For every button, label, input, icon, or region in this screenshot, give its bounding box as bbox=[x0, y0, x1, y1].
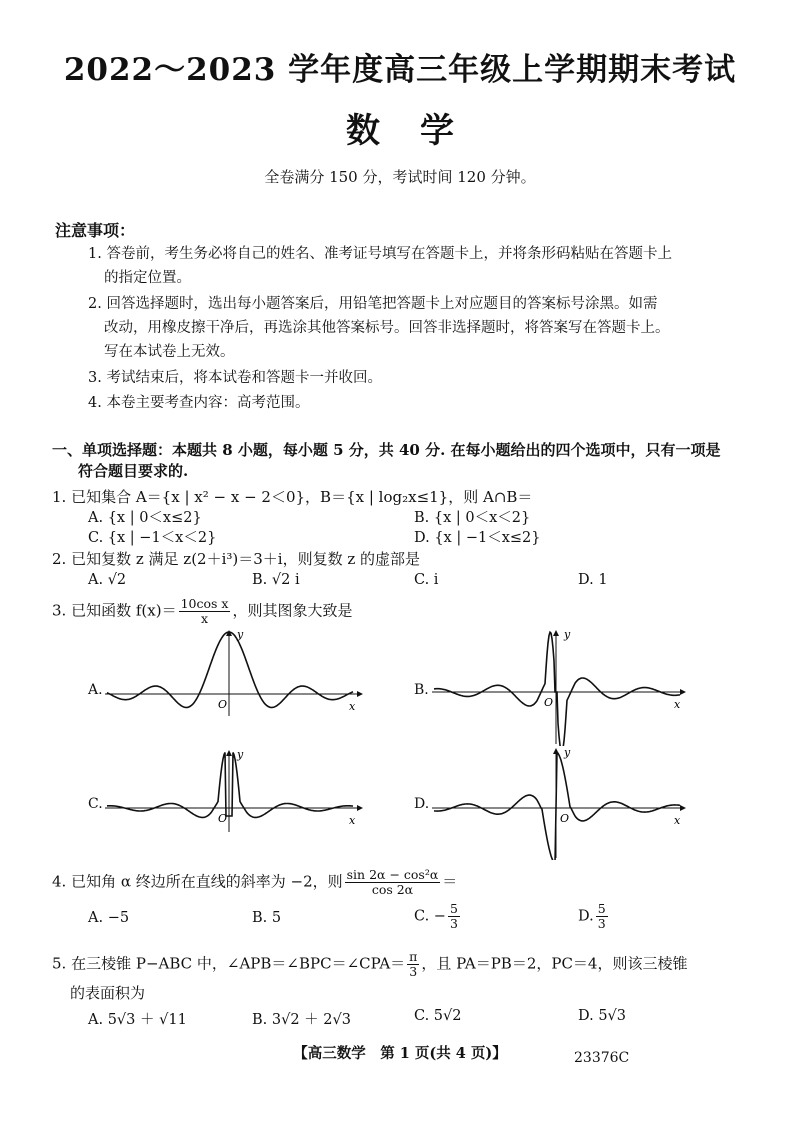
q2-option-b: B. √2 i bbox=[252, 572, 300, 588]
q5-stem-post: ，且 PA＝PB＝2，PC＝4，则该三棱锥 bbox=[421, 954, 688, 973]
q4-fraction bbox=[345, 868, 441, 897]
q2-option-c: C. i bbox=[414, 572, 439, 588]
q4-option-d-prefix: D. bbox=[578, 908, 594, 925]
q1-option-b: B. {x | 0＜x＜2} bbox=[414, 510, 531, 526]
notice-line-5: 写在本试卷上无效。 bbox=[104, 344, 235, 360]
x-axis-label: x bbox=[674, 814, 681, 827]
q4-option-c-fraction bbox=[448, 902, 460, 931]
q5-option-c: C. 5√2 bbox=[414, 1008, 462, 1024]
page-footer: 【高三数学 第 1 页(共 4 页)】 bbox=[293, 1045, 507, 1062]
q4-frac-num: sin 2α − cos²α bbox=[346, 867, 439, 882]
exam-code: 23376C bbox=[574, 1050, 630, 1066]
q3-stem-post: ，则其图象大致是 bbox=[232, 601, 353, 620]
origin-label: O bbox=[560, 812, 570, 825]
q3-label-c: C. bbox=[88, 796, 103, 812]
notice-heading: 注意事项： bbox=[55, 221, 136, 240]
notice-line-1: 1. 答卷前，考生务必将自己的姓名、准考证号填写在答题卡上，并将条形码粘贴在答题卡上 bbox=[88, 246, 672, 262]
q5-option-d: D. 5√3 bbox=[578, 1008, 627, 1024]
x-axis-arrow bbox=[357, 805, 363, 811]
curve-a bbox=[107, 632, 353, 708]
q3-fraction bbox=[179, 597, 231, 626]
q3-label-b: B. bbox=[414, 682, 429, 698]
q3-stem bbox=[52, 597, 352, 626]
exam-title: 2022～2023 学年度高三年级上学期期末考试 bbox=[63, 52, 737, 88]
frac-den: 3 bbox=[597, 916, 606, 931]
frac-den: 3 bbox=[449, 916, 458, 931]
q2-option-d: D. 1 bbox=[578, 572, 608, 588]
section-1-line-1: 一、单项选择题：本题共 8 小题，每小题 5 分，共 40 分. 在每小题给出的四个选项中，只有一项是 bbox=[52, 441, 721, 459]
q4-option-d-fraction bbox=[596, 902, 608, 931]
curve-b bbox=[434, 632, 680, 746]
q4-stem-pre: 4. 已知角 α 终边所在直线的斜率为 −2，则 bbox=[52, 872, 343, 891]
q5-stem-line-2: 的表面积为 bbox=[70, 984, 146, 1002]
x-axis-arrow bbox=[680, 689, 686, 695]
q5-fraction bbox=[407, 950, 419, 979]
section-1-header bbox=[52, 440, 721, 482]
notice-line-2: 的指定位置。 bbox=[104, 270, 191, 286]
x-axis-arrow bbox=[357, 691, 363, 697]
y-axis-arrow bbox=[553, 630, 559, 636]
curve-d bbox=[434, 752, 680, 860]
q4-option-d bbox=[578, 902, 610, 931]
origin-label: O bbox=[218, 812, 228, 825]
q4-option-c bbox=[414, 902, 462, 931]
origin-label: O bbox=[544, 696, 554, 709]
q4-stem-post: ＝ bbox=[442, 872, 458, 891]
score-time-line: 全卷满分 150 分，考试时间 120 分钟。 bbox=[264, 168, 536, 186]
notice-line-3: 2. 回答选择题时，选出每小题答案后，用铅笔把答题卡上对应题目的答案标号涂黑。如需 bbox=[88, 296, 658, 312]
q1-option-c: C. {x | −1＜x＜2} bbox=[88, 530, 217, 546]
q4-option-c-prefix: C. − bbox=[414, 908, 446, 925]
x-axis-label: x bbox=[674, 698, 681, 711]
q3-graph-c bbox=[105, 748, 365, 834]
x-axis-label: x bbox=[349, 814, 356, 827]
q5-option-a: A. 5√3 ＋ √11 bbox=[88, 1012, 187, 1028]
notice-line-7: 4. 本卷主要考查内容：高考范围。 bbox=[88, 395, 310, 411]
q3-label-d: D. bbox=[414, 796, 430, 812]
exam-subject: 数学 bbox=[346, 111, 494, 151]
q5-option-b: B. 3√2 ＋ 2√3 bbox=[252, 1012, 351, 1028]
notice-line-6: 3. 考试结束后，将本试卷和答题卡一并收回。 bbox=[88, 370, 382, 386]
notice-line-4: 改动，用橡皮擦干净后，再选涂其他答案标号。回答非选择题时，将答案写在答题卡上。 bbox=[104, 320, 670, 336]
y-axis-label: y bbox=[564, 628, 571, 641]
q3-frac-num: 10cos x bbox=[180, 596, 229, 611]
q4-option-a: A. −5 bbox=[88, 910, 130, 926]
q5-stem-pre: 5. 在三棱锥 P−ABC 中，∠APB＝∠BPC＝∠CPA＝ bbox=[52, 954, 406, 973]
q1-option-a: A. {x | 0＜x≤2} bbox=[88, 510, 202, 526]
y-axis-arrow bbox=[226, 750, 232, 756]
q4-frac-den: cos 2α bbox=[371, 882, 414, 897]
q3-stem-pre: 3. 已知函数 f(x)＝ bbox=[52, 601, 177, 620]
q3-graph-b bbox=[432, 628, 692, 746]
y-axis-label: y bbox=[237, 628, 244, 641]
y-axis-label: y bbox=[564, 746, 571, 759]
origin-label: O bbox=[218, 698, 228, 711]
q2-option-a: A. √2 bbox=[88, 572, 127, 588]
q5-frac-num: π bbox=[409, 949, 418, 964]
q1-stem: 1. 已知集合 A＝{x | x² − x − 2＜0}，B＝{x | log₂x≤1}，则 A∩B＝ bbox=[52, 488, 533, 506]
q5-frac-den: 3 bbox=[409, 964, 418, 979]
frac-num: 5 bbox=[597, 901, 606, 916]
q3-graph-a bbox=[105, 628, 365, 718]
q2-stem: 2. 已知复数 z 满足 z(2＋i³)＝3＋i，则复数 z 的虚部是 bbox=[52, 550, 421, 568]
x-axis-label: x bbox=[349, 700, 356, 713]
section-1-line-2: 符合题目要求的. bbox=[78, 462, 189, 480]
x-axis-arrow bbox=[680, 805, 686, 811]
y-axis-label: y bbox=[237, 748, 244, 761]
q4-option-b: B. 5 bbox=[252, 910, 282, 926]
q3-frac-den: x bbox=[200, 611, 209, 626]
q3-graph-d bbox=[432, 746, 692, 860]
q5-stem bbox=[52, 950, 687, 979]
q1-option-d: D. {x | −1＜x≤2} bbox=[414, 530, 541, 546]
frac-num: 5 bbox=[449, 901, 458, 916]
q3-label-a: A. bbox=[88, 682, 103, 698]
q4-stem bbox=[52, 868, 457, 897]
